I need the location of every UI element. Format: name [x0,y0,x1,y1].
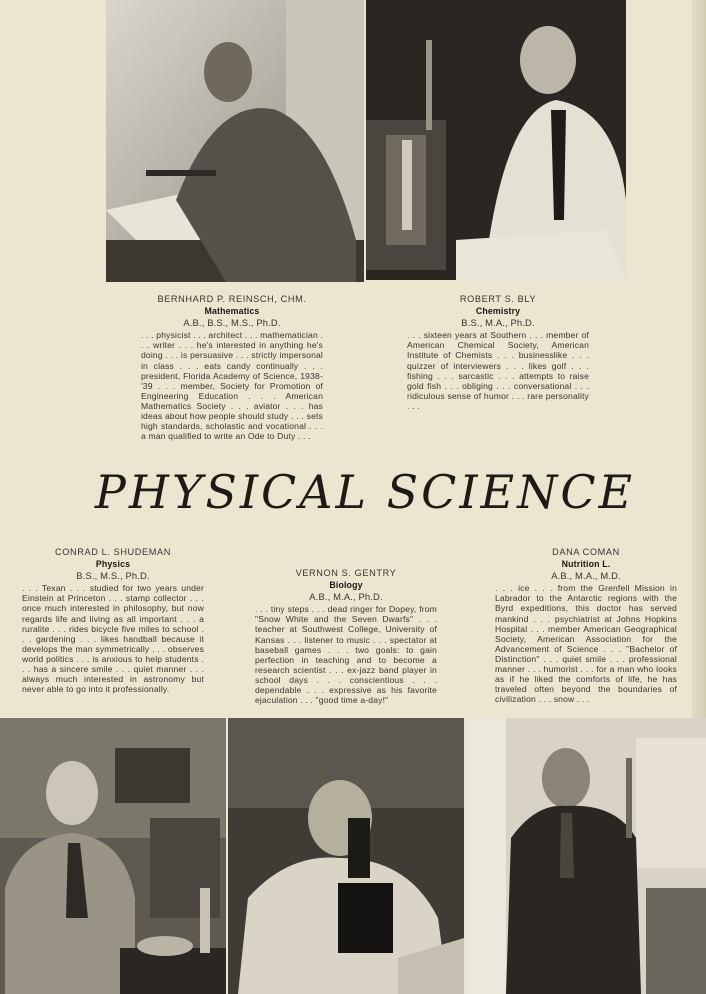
photo-bly [366,0,626,280]
bio-shudeman [22,547,204,694]
faculty-degrees: A.B., M.A., Ph.D. [309,591,383,603]
faculty-bio: . . . Texan . . . studied for two years under Einstein at Princeton . . . stamp collector . . . once much interested in philosophy, but now regards life and living as all important . . . a ruralite . . . rides bicycle five miles to school . . . gardening . . . likes handball because it develops the man symmetrically . . . observes world politics . . . is anxious to help students . . . has a sincere smile . . . quiet manner . . . always much interested in astronomy but never able to go into it professionally. [22,583,204,695]
bio-reinsch [141,294,323,441]
faculty-degrees: B.S., M.A., Ph.D. [461,317,535,329]
faculty-department: Mathematics [204,306,260,317]
faculty-name: DANA COMAN [552,547,620,557]
photo-gentry [228,718,464,994]
faculty-department: Chemistry [475,306,521,317]
faculty-bio: . . . physicist . . . architect . . . mathematician . . . writer . . . he's interested in anything he's doing . . . is persuasive . . . strictly impersonal in class . . . eats candy continually . . . president, Florida Academy of Science, 1938-'39 . . . member, Society for Promotion of Engineering Education . . . American Mathematics Society . . . aviator . . . has ideas about how people should study . . . sets high standards, scholastic and vocational . . . a man qualified to write an Ode to Duty . . . [141,330,323,442]
photo-shudeman [0,718,226,994]
photo-reinsch [106,0,364,282]
faculty-department: Physics [95,559,131,570]
bio-coman [495,547,677,704]
faculty-department: Biology [329,580,363,591]
section-title: PHYSICAL SCIENCE [94,465,636,519]
faculty-bio: . . . tiny steps . . . dead ringer for Dopey, from "Snow White and the Seven Dwarfs" . . . teacher at Southwest College, University of Kansas . . . listener to music . . . spectator at baseball games . . . two goals: to gain perfection in teaching and to become a research scientist . . . ex-jazz band player in school days . . . conscientious . . . dependable . . . expressive as his favorite ejaculation . . . "good time a-day!" [255,604,437,706]
faculty-degrees: A.B., B.S., M.S., Ph.D. [183,317,281,329]
faculty-name: CONRAD L. SHUDEMAN [55,547,171,557]
bio-bly [407,294,589,411]
faculty-department: Nutrition L. [561,559,611,570]
faculty-name: ROBERT S. BLY [459,294,537,304]
faculty-degrees: B.S., M.S., Ph.D. [76,570,150,582]
photo-coman [466,718,706,994]
faculty-bio: . . . sixteen years at Southern . . . member of American Chemical Society, American Institute of Chemists . . . businesslike . . . quizzer of interviewers . . . likes golf . . . fishing . . . sarcastic . . . attempts to raise gold fish . . . obliging . . . conversational . . . ridiculous sense of humor . . . rare personality . . . [407,330,589,411]
faculty-name: BERNHARD P. REINSCH, CHM. [157,294,307,304]
faculty-name: VERNON S. GENTRY [295,568,397,578]
faculty-bio: . . . ice . . . from the Grenfell Mission in Labrador to the Antarctic regions with the Byrd expeditions, this doctor has served mankind . . . psychiatrist at Johns Hopkins Hospital . . . member American Geographical Society, American Association for the Advancement of Science . . . "Bachelor of Distinction" . . . quiet smile . . . professional manner . . . humorist . . . for a man who looks as if he liked the comforts of life, he has traveled often beyond the boundaries of civilization . . . snow . . . [495,583,677,705]
faculty-degrees: A.B., M.A., M.D. [551,570,621,582]
bio-gentry [255,568,437,705]
